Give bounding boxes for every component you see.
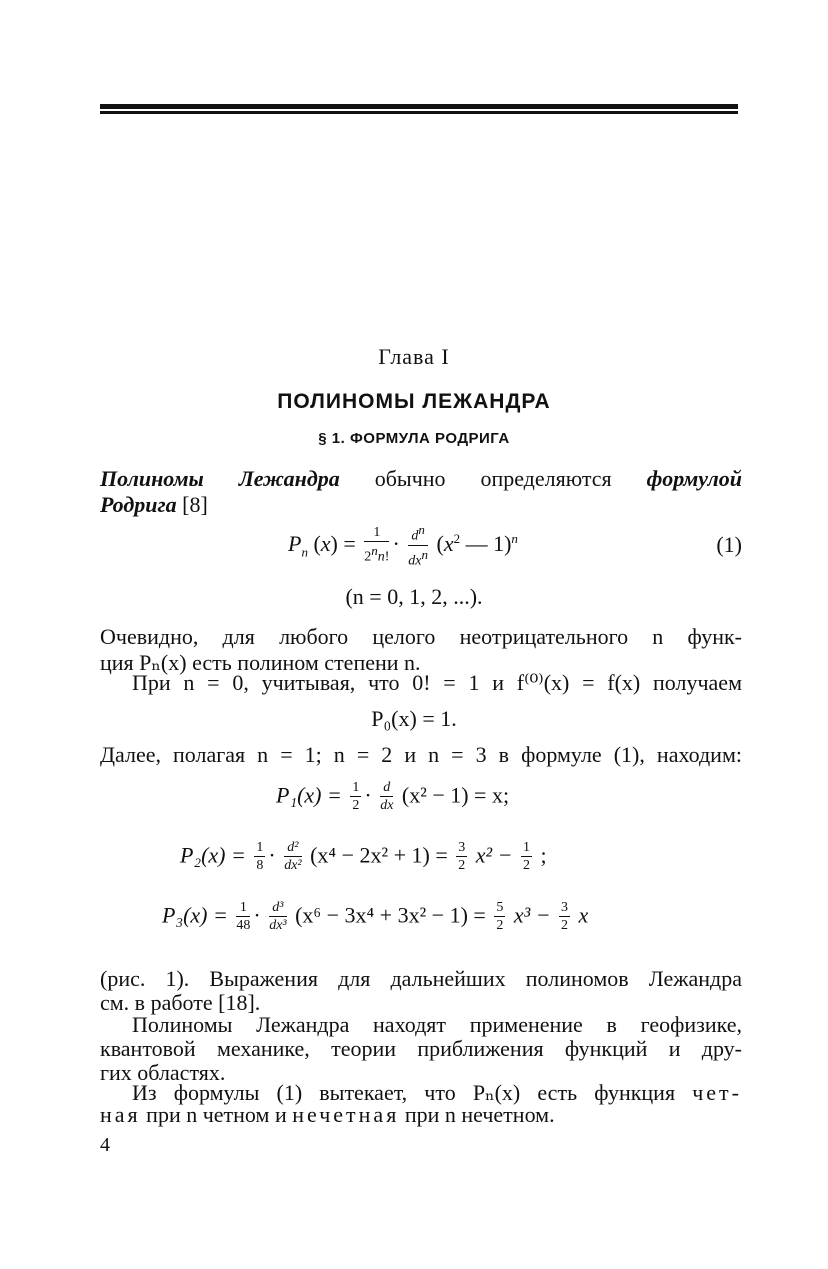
top-rule-thick: [100, 104, 738, 109]
page-number: 4: [100, 1134, 110, 1156]
para6-line2: ная при n четном и нечетная при n нечетном.: [100, 1102, 555, 1127]
emphasis-even: чет-: [692, 1080, 742, 1105]
p3-formula: P₃(x) = $\frac{1}{48}$ · $\frac{\text{d³}}{\text{dx³}}$ (x⁶ − 3x⁴ + 3x² − 1) = $\frac{5}{2}$ x³ − $\frac{3}{2}$ x: [162, 900, 589, 933]
p2-formula: P₂(x) = $\frac{1}{8}$ · $\frac{\text{d²}}{\text{dx²}}$ (x⁴ − 2x² + 1) = $\frac{3}{2}$ x² − $\frac{1}{2}$ ;: [180, 840, 547, 873]
equation-number: (1): [716, 532, 742, 557]
intro-line2: [100, 492, 742, 518]
term-rodrigues: Родрига: [100, 492, 177, 517]
term-legendre-polynomials: Полиномы Лежандра: [100, 466, 340, 491]
chapter-label: Глава I: [378, 344, 450, 369]
para5-line1: Полиномы Лежандра находят применение в геофизике,: [132, 1012, 742, 1037]
equation-condition: (n = 0, 1, 2, ...).: [345, 584, 483, 609]
para6-line1: Из формулы (1) вытекает, что Pₙ(x) есть функция чет-: [132, 1080, 742, 1105]
para2-line2: ция Pₙ(x) есть полином степени n.: [100, 650, 421, 675]
intro-line1: [100, 466, 742, 492]
para3: Далее, полагая n = 1; n = 2 и n = 3 в формуле (1), находим:: [100, 742, 742, 767]
intro-ref: [8]: [182, 492, 208, 517]
para4-line2: см. в работе [18].: [100, 990, 261, 1015]
chapter-title: ПОЛИНОМЫ ЛЕЖАНДРА: [277, 390, 551, 413]
section-heading: § 1. ФОРМУЛА РОДРИГА: [318, 430, 510, 447]
para2-line1: Очевидно, для любого целого неотрицательного n функ-: [100, 624, 742, 649]
para2-line3: При n = 0, учитывая, что 0! = 1 и f⁽⁰⁾(x) = f(x) получаем: [132, 670, 742, 695]
p0-formula: P₀(x) = 1.: [371, 706, 457, 731]
term-formula: формулой: [646, 466, 742, 491]
para5-line2: квантовой механике, теории приближения функций и дру-: [100, 1036, 742, 1061]
para4-line1: (рис. 1). Выражения для дальнейших полиномов Лежандра: [100, 966, 742, 991]
rodrigues-formula: $P_n$ (x) = $\frac{1}{2^nn!}$ · $\frac{d^n}{dx^n}$ ($x^2$ — 1)$^n$: [288, 522, 518, 569]
para5-line3: гих областях.: [100, 1060, 226, 1085]
emphasis-odd: нечетная: [292, 1102, 400, 1127]
intro-text: обычно определяются: [374, 466, 612, 491]
p1-formula: P₁(x) = $\frac{1}{2}$ · $\frac{d}{dx}$ (x² − 1) = x;: [276, 780, 510, 813]
top-rule-thin: [100, 111, 738, 114]
